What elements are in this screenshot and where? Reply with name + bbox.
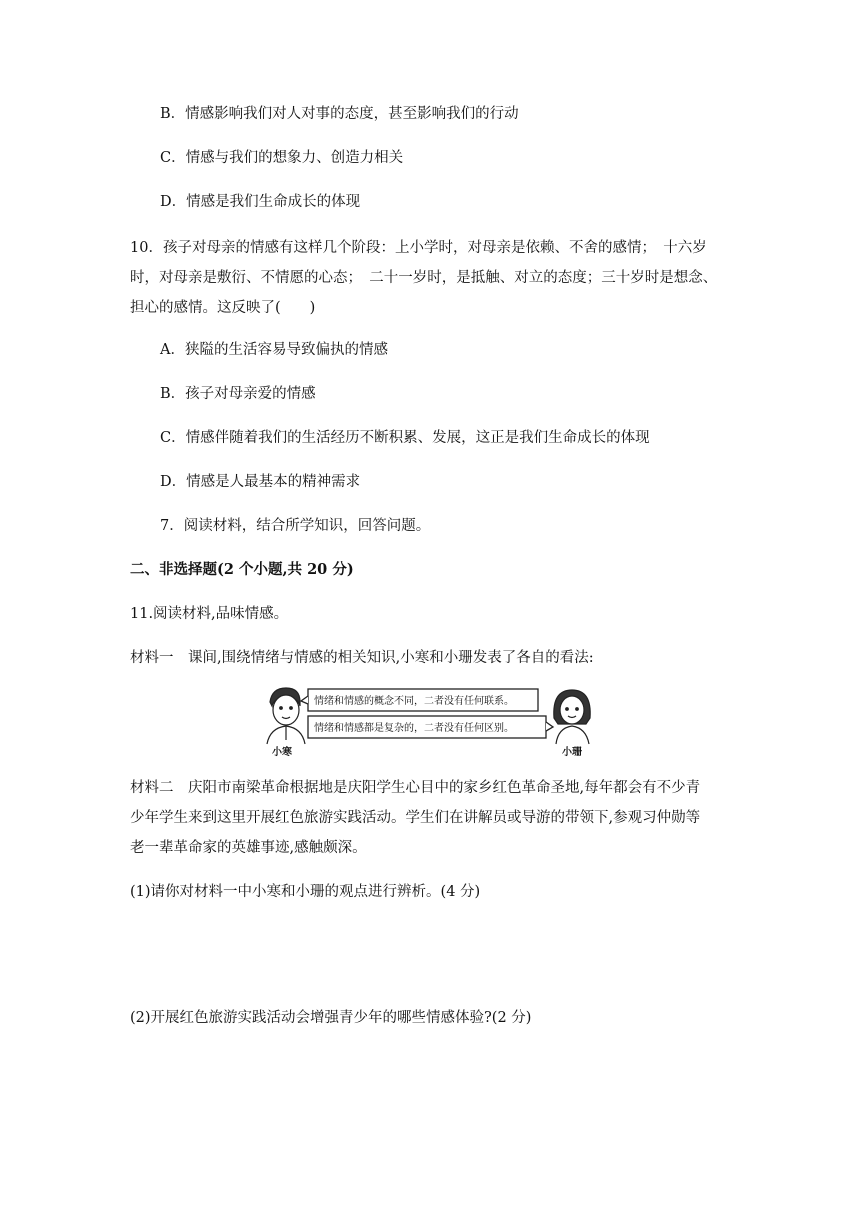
material-two-line-1: 材料二 庆阳市南梁革命根据地是庆阳学生心目中的家乡红色革命圣地,每年都会有不少青 <box>130 780 701 796</box>
sub-question-2: (2)开展红色旅游实践活动会增强青少年的哪些情感体验?(2 分) <box>130 1010 532 1026</box>
left-name: 小寒 <box>272 747 292 758</box>
boy-figure <box>267 688 305 744</box>
section-title: 二、非选择题(2 个小题,共 20 分) <box>130 561 354 578</box>
right-name: 小珊 <box>562 747 582 758</box>
q10-stem-line-2: 时，对母亲是敷衍、不情愿的心态； 二十一岁时，是抵触、对立的态度；三十岁时是想念、 <box>130 270 718 286</box>
q11-stem: 11.阅读材料,品味情感。 <box>130 606 289 622</box>
sub-question-1: (1)请你对材料一中小寒和小珊的观点进行辨析。(4 分) <box>130 884 481 900</box>
dialogue-illustration <box>262 684 592 760</box>
q9-option-c: C．情感与我们的想象力、创造力相关 <box>160 150 404 166</box>
q9-option-b: B．情感影响我们对人对事的态度，甚至影响我们的行动 <box>160 106 519 122</box>
material-two-line-2: 少年学生来到这里开展红色旅游实践活动。学生们在讲解员或导游的带领下,参观习仲勋等 <box>130 810 701 826</box>
material-two-line-3: 老一辈革命家的英雄事迹,感触颇深。 <box>130 840 367 856</box>
material-one: 材料一 课间,围绕情绪与情感的相关知识,小寒和小珊发表了各自的看法: <box>130 650 594 666</box>
instruction: 7．阅读材料，结合所学知识，回答问题。 <box>160 518 431 534</box>
bubble-top-text: 情绪和情感的概念不同，二者没有任何联系。 <box>314 696 514 707</box>
q10-stem-line-1: 10．孩子对母亲的情感有这样几个阶段：上小学时，对母亲是依赖、不舍的感情； 十六岁 <box>130 240 707 256</box>
bubble-bottom-text: 情绪和情感都是复杂的，二者没有任何区别。 <box>314 723 514 734</box>
q10-option-a: A．狭隘的生活容易导致偏执的情感 <box>160 342 388 358</box>
q10-stem-line-3: 担心的感情。这反映了( ) <box>130 300 316 316</box>
girl-figure <box>554 690 590 744</box>
q10-option-b: B．孩子对母亲爱的情感 <box>160 386 316 402</box>
q10-option-d: D．情感是人最基本的精神需求 <box>160 474 361 490</box>
q10-option-c: C．情感伴随着我们的生活经历不断积累、发展，这正是我们生命成长的体现 <box>160 430 650 446</box>
q9-option-d: D．情感是我们生命成长的体现 <box>160 194 361 210</box>
